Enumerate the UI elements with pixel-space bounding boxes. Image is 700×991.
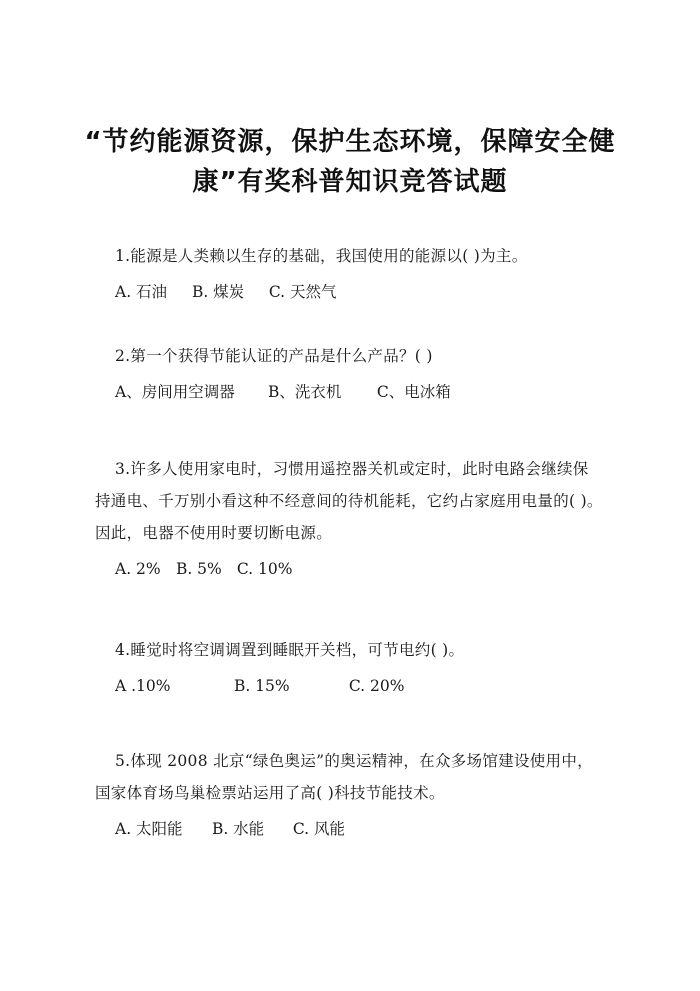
option-b: B. 水能 bbox=[211, 820, 265, 838]
question-text: 2.第一个获得节能认证的产品是什么产品？( ) bbox=[115, 347, 433, 365]
option-c: C. 10% bbox=[236, 560, 293, 578]
question-text-line-1: 5.体现 2008 北京“绿色奥运”的奥运精神，在众多场馆建设使用中， bbox=[115, 752, 593, 770]
option-a: A. 太阳能 bbox=[115, 820, 183, 838]
option-b: B. 煤炭 bbox=[191, 283, 245, 301]
title-line-2: 康”有奖科普知识竞答试题 bbox=[192, 167, 508, 197]
question-1 bbox=[95, 240, 635, 308]
question-3 bbox=[95, 453, 635, 585]
answer-options bbox=[95, 376, 635, 408]
option-a: A. 2% bbox=[115, 560, 161, 578]
answer-options bbox=[95, 670, 635, 702]
question-text-line-1: 3.许多人使用家电时，习惯用遥控器关机或定时，此时电路会继续保 bbox=[115, 460, 589, 478]
option-b: B、洗衣机 bbox=[267, 383, 342, 401]
option-a: A .10% bbox=[115, 677, 171, 695]
option-b: B. 15% bbox=[233, 677, 290, 695]
option-a: A. 石油 bbox=[115, 283, 168, 301]
question-text-line-2: 国家体育场鸟巢检票站运用了高( )科技节能技术。 bbox=[95, 784, 445, 802]
question-2 bbox=[95, 340, 635, 408]
option-c: C. 风能 bbox=[292, 820, 346, 838]
option-c: C. 20% bbox=[348, 677, 405, 695]
question-4 bbox=[95, 634, 635, 702]
question-text-line-3: 因此，电器不使用时要切断电源。 bbox=[95, 524, 333, 542]
question-text-line-2: 持通电、千万别小看这种不经意间的待机能耗，它约占家庭用电量的( )。 bbox=[95, 492, 603, 510]
option-b: B. 5% bbox=[175, 560, 222, 578]
page-title bbox=[60, 122, 640, 202]
answer-options bbox=[95, 553, 635, 585]
option-a: A、房间用空调器 bbox=[115, 383, 235, 401]
question-5 bbox=[95, 745, 635, 845]
answer-options bbox=[95, 813, 635, 845]
option-c: C. 天然气 bbox=[268, 283, 337, 301]
option-c: C、电冰箱 bbox=[376, 383, 451, 401]
question-text: 4.睡觉时将空调调置到睡眠开关档，可节电约( )。 bbox=[115, 641, 465, 659]
answer-options bbox=[95, 276, 635, 308]
title-line-1: “节约能源资源，保护生态环境，保障安全健 bbox=[84, 127, 616, 157]
question-text: 1.能源是人类赖以生存的基础，我国使用的能源以( )为主。 bbox=[115, 247, 528, 265]
